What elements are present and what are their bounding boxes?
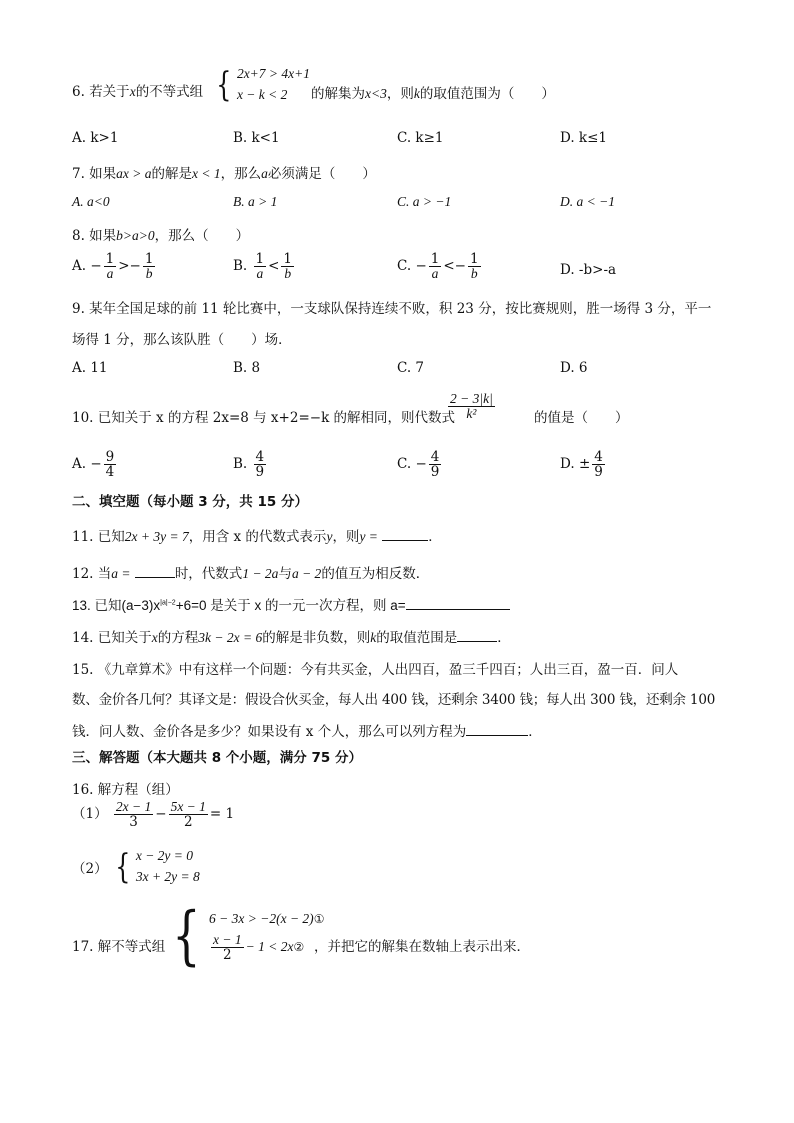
q8-option-c[interactable]: C. − $\frac{1}{a}$ <− $\frac{1}{b}$ bbox=[397, 251, 479, 282]
question-15-line3: 钱．问人数、金价各是多少？如果设有 x 个人，那么可以列方程为 ． bbox=[72, 724, 542, 740]
q8-option-d[interactable]: D. -b>-a bbox=[560, 262, 617, 278]
q9-option-c[interactable]: C. 7 bbox=[397, 360, 425, 376]
question-8: 8. 如果b>a>0，那么（ ） bbox=[72, 228, 250, 244]
q7-option-a[interactable]: A. a<0 bbox=[72, 194, 110, 209]
answer-blank[interactable] bbox=[457, 629, 497, 642]
question-7: 7. 如果ax > a的解是x < 1，那么a必须满足（ ） bbox=[72, 166, 376, 182]
brace-icon: { bbox=[115, 846, 131, 887]
answer-blank[interactable] bbox=[135, 565, 175, 578]
question-11: 11. 已知2x + 3y = 7，用含 x 的代数式表示y，则y = ． bbox=[72, 529, 442, 545]
q17-system: { 6 − 3x > −2(x − 2)① $\frac{x - 1}{2}$ − 1 < 2x② bbox=[172, 899, 325, 973]
question-16-part1: （1） $\frac{2x - 1}{3}$ − $\frac{5x - 1}{2}$ = 1 bbox=[72, 799, 235, 831]
q6-option-a[interactable]: A. k>1 bbox=[72, 130, 119, 146]
question-13: 13. 已知$(a-3)x^{|a|-2}+6=0$ 是关于 x 的一元一次方程，则 a= bbox=[72, 594, 510, 614]
question-12: 12. 当a = 时，代数式1 − 2a与a − 2的值互为相反数． bbox=[72, 566, 430, 582]
q7-option-c[interactable]: C. a > −1 bbox=[397, 194, 452, 209]
question-6: 6. 若关于x的不等式组 bbox=[72, 84, 204, 100]
q7-option-d[interactable]: D. a < −1 bbox=[560, 194, 615, 209]
answer-blank[interactable] bbox=[466, 723, 528, 736]
q6-tail: 的解集为x<3，则k的取值范围为（ ） bbox=[311, 86, 555, 102]
q10-option-b[interactable]: B. $\frac{4}{9}$ bbox=[233, 449, 265, 481]
q9-option-a[interactable]: A. 11 bbox=[72, 360, 108, 376]
section-3-title: 三、解答题（本大题共 8 个小题，满分 75 分） bbox=[72, 750, 362, 766]
section-2-title: 二、填空题（每小题 3 分，共 15 分） bbox=[72, 494, 308, 510]
question-14: 14. 已知关于x的方程3k − 2x = 6的解是非负数，则k的取值范围是 ． bbox=[72, 630, 511, 646]
q8-option-a[interactable]: A. − $\frac{1}{a}$ >− $\frac{1}{b}$ bbox=[72, 251, 154, 282]
q9-option-d[interactable]: D. 6 bbox=[560, 360, 588, 376]
q10-option-d[interactable]: D. ± $\frac{4}{9}$ bbox=[560, 449, 603, 481]
q6-system: { 2x+7 > 4x+1 x − k < 2 bbox=[216, 64, 311, 105]
question-9-line1: 9. 某年全国足球的前 11 轮比赛中，一支球队保持连续不败，积 23 分，按比赛规则，胜一场得 3 分，平一 bbox=[72, 301, 712, 317]
q8-option-b[interactable]: B. $\frac{1}{a}$ < $\frac{1}{b}$ bbox=[233, 251, 293, 282]
answer-blank[interactable] bbox=[406, 597, 510, 610]
q10-option-a[interactable]: A. − $\frac{9}{4}$ bbox=[72, 449, 115, 481]
q6-option-c[interactable]: C. k≥1 bbox=[397, 130, 444, 146]
q17-tail: ，并把它的解集在数轴上表示出来． bbox=[314, 939, 530, 955]
question-16-part2: （2） { x − 2y = 0 3x + 2y = 8 bbox=[72, 846, 200, 887]
q6-option-d[interactable]: D. k≤1 bbox=[560, 130, 608, 146]
question-9-line2: 场得 1 分，那么该队胜（ ）场． bbox=[72, 332, 292, 348]
q7-option-b[interactable]: B. a > 1 bbox=[233, 194, 278, 209]
q9-option-b[interactable]: B. 8 bbox=[233, 360, 261, 376]
question-16-title: 16. 解方程（组） bbox=[72, 782, 179, 798]
question-17: 17. 解不等式组 bbox=[72, 939, 166, 955]
q6-option-b[interactable]: B. k<1 bbox=[233, 130, 280, 146]
q10-tail: 的值是（ ） bbox=[534, 410, 629, 426]
question-10: 10. 已知关于 x 的方程 2x=8 与 x+2=−k 的解相同，则代数式 bbox=[72, 410, 456, 426]
answer-blank[interactable] bbox=[382, 528, 428, 541]
q10-option-c[interactable]: C. − $\frac{4}{9}$ bbox=[397, 449, 440, 481]
question-15-line1: 15. 《九章算术》中有这样一个问题：今有共买金，人出四百，盈三千四百；人出三百，盈一百．问人 bbox=[72, 662, 679, 678]
q10-expression: $\frac{2 - 3|k|}{\text{k²}}$ bbox=[450, 391, 493, 422]
brace-icon: { bbox=[172, 899, 201, 973]
brace-icon: { bbox=[216, 64, 232, 105]
question-15-line2: 数、金价各几何？其译文是：假设合伙买金，每人出 400 钱，还剩余 3400 钱；每人出 300 钱，还剩余 100 bbox=[72, 692, 716, 708]
